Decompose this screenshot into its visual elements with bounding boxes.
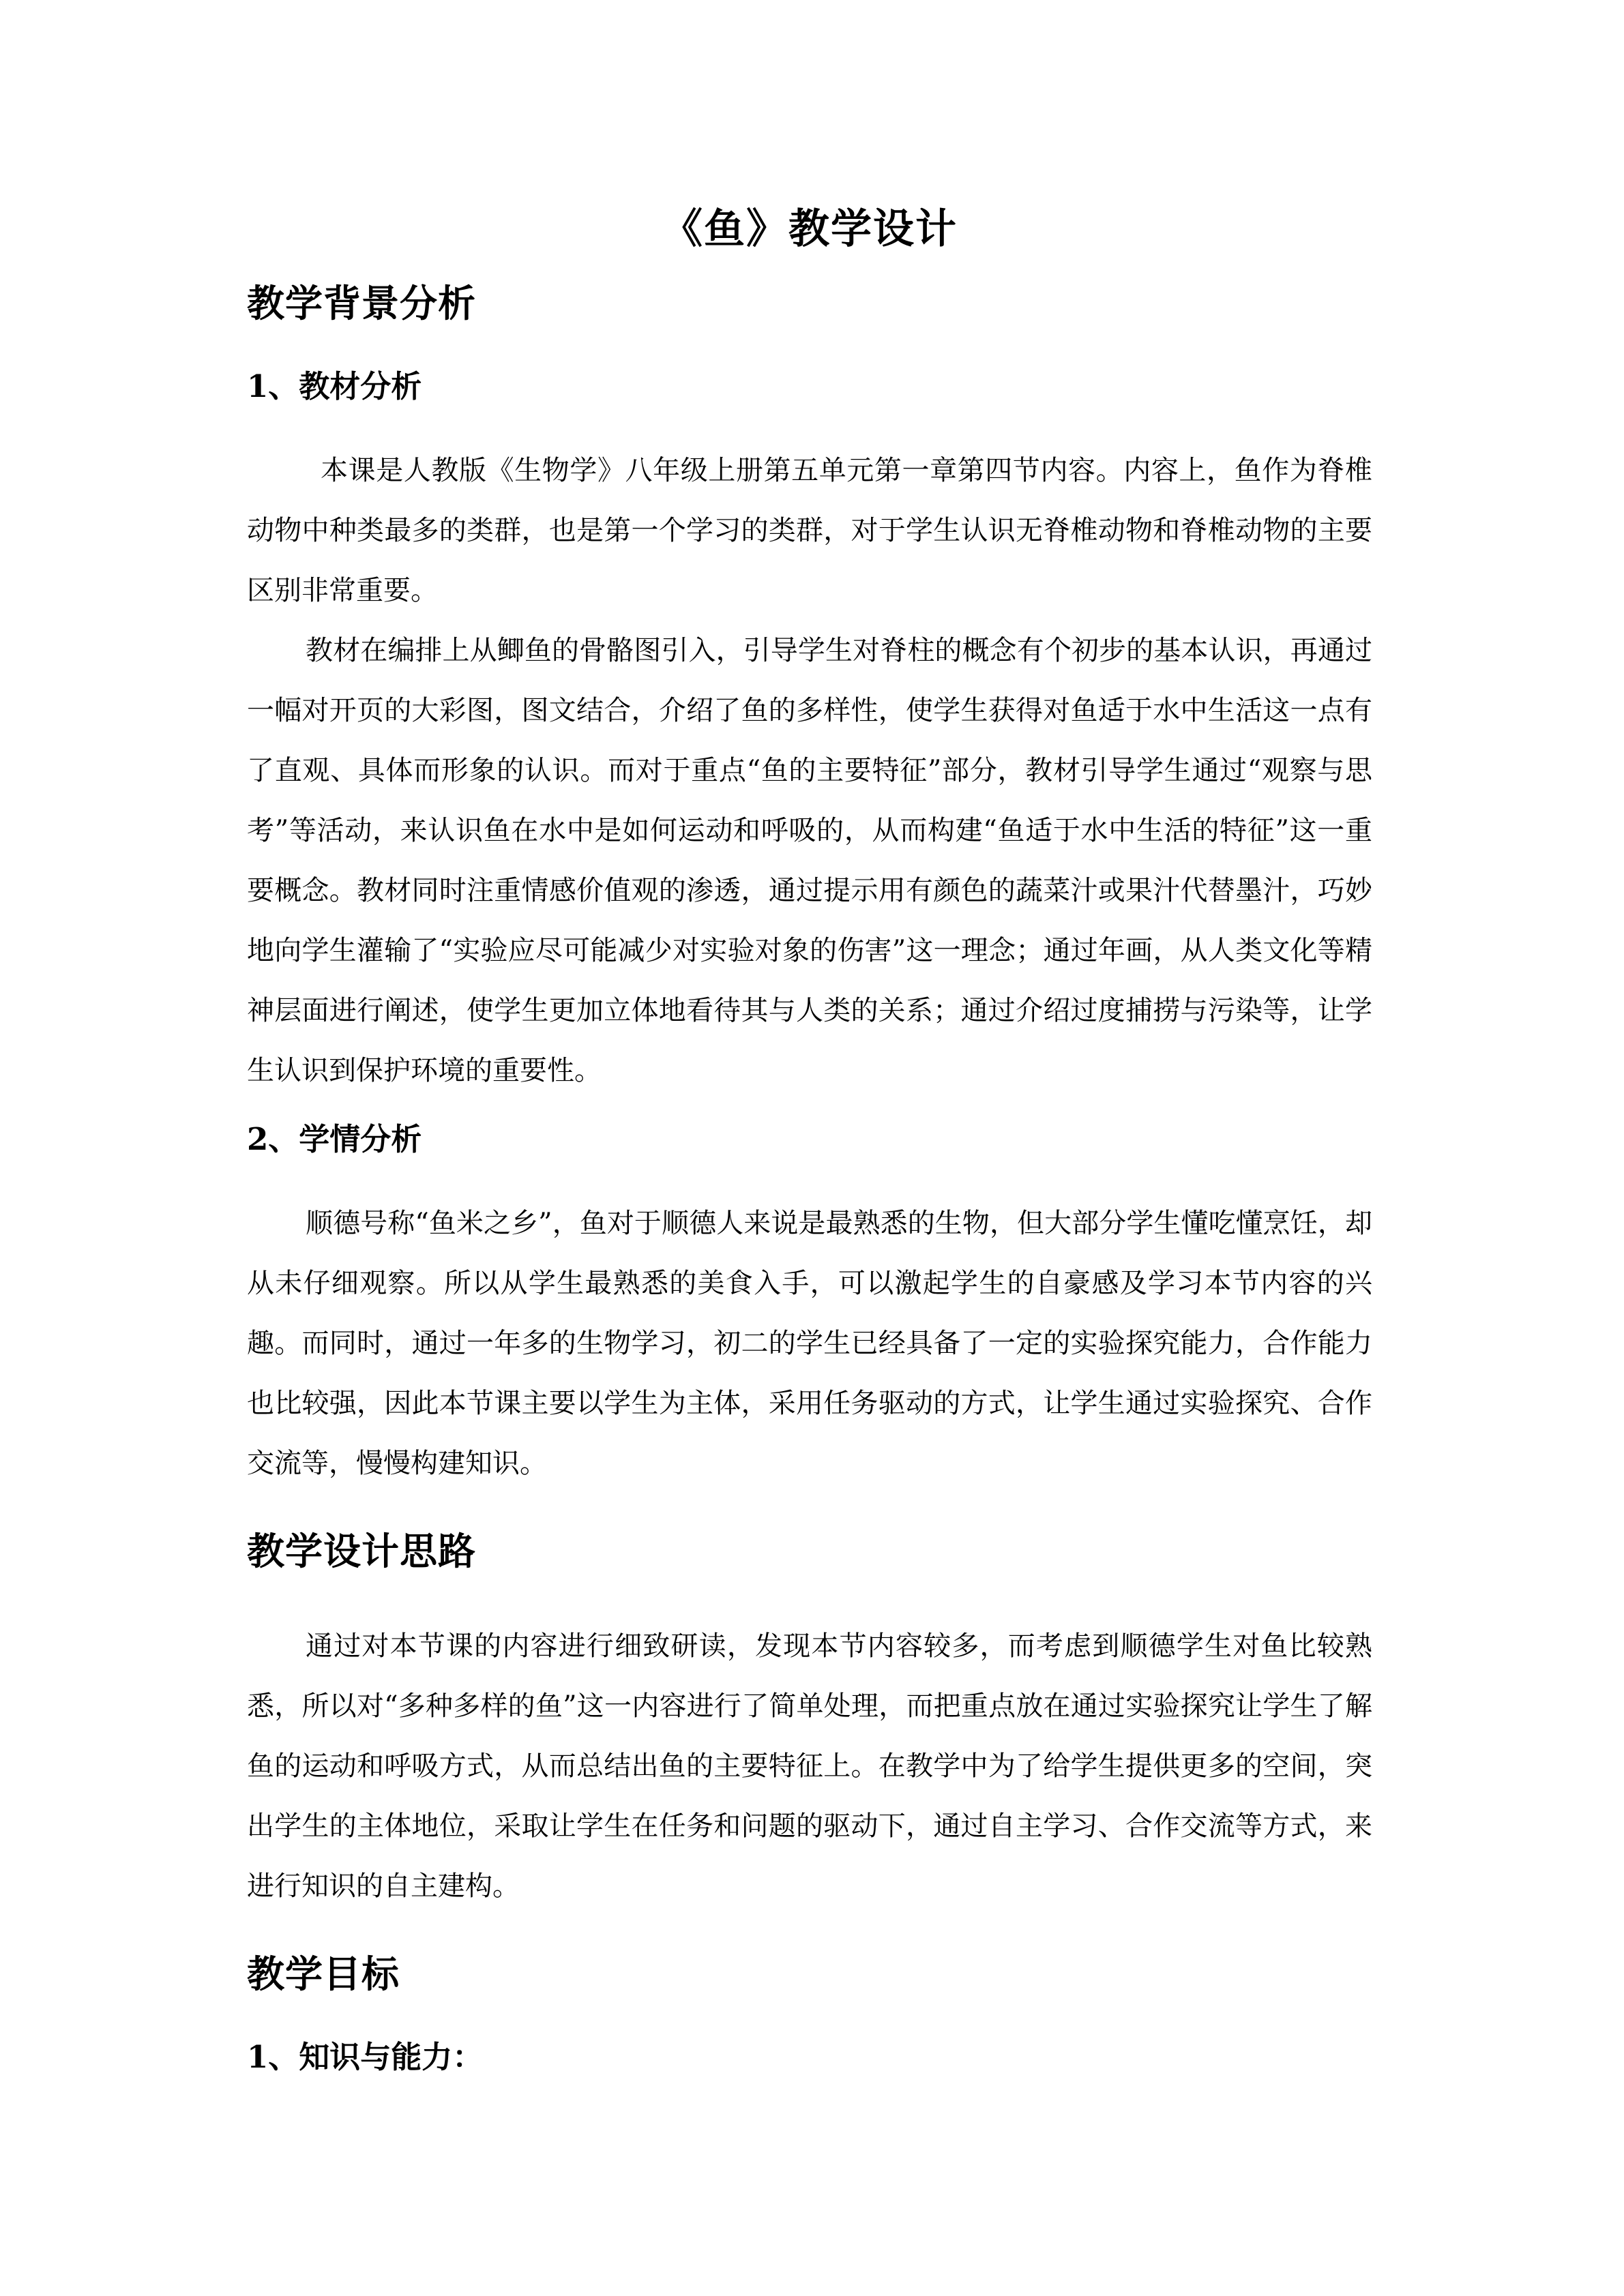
paragraph-textbook-arrangement: 教材在编排上从鲫鱼的骨骼图引入，引导学生对脊柱的概念有个初步的基本认识，再通过一幅对开页的大彩图，图文结合，介绍了鱼的多样性，使学生获得对鱼适于水中生活这一点有了直观、具体而形象的认识。而对于重点“鱼的主要特征”部分，教材引导学生通过“观察与思考”等活动，来认识鱼在水中是如何运动和呼吸的，从而构建“鱼适于水中生活的特征”这一重要概念。教材同时注重情感价值观的渗透，通过提示用有颜色的蔬菜汁或果汁代替墨汁，巧妙地向学生灌输了“实验应尽可能减少对实验对象的伤害”这一理念；通过年画，从人类文化等精神层面进行阐述，使学生更加立体地看待其与人类的关系；通过介绍过度捕捞与污染等，让学生认识到保护环境的重要性。 <box>247 635 1372 1086</box>
paragraph-textbook-intro: 本课是人教版《生物学》八年级上册第五单元第一章第四节内容。内容上，鱼作为脊椎动物中种类最多的类群，也是第一个学习的类群，对于学生认识无脊椎动物和脊椎动物的主要区别非常重要。 <box>247 455 1372 606</box>
subsection-heading-knowledge-ability: 1、知识与能力： <box>247 2039 484 2075</box>
paragraph-design-ideas: 通过对本节课的内容进行细致研读，发现本节内容较多，而考虑到顺德学生对鱼比较熟悉，所以对“多种多样的鱼”这一内容进行了简单处理，而把重点放在通过实验探究让学生了解鱼的运动和呼吸方式，从而总结出鱼的主要特征上。在教学中为了给学生提供更多的空间，突出学生的主体地位，采取让学生在任务和问题的驱动下，通过自主学习、合作交流等方式，来进行知识的自主建构。 <box>247 1630 1372 1902</box>
subsection-heading-student-analysis: 2、学情分析 <box>247 1121 422 1157</box>
document-body <box>247 205 1372 2076</box>
paragraph-student-analysis: 顺德号称“鱼米之乡”，鱼对于顺德人来说是最熟悉的生物，但大部分学生懂吃懂烹饪，却从未仔细观察。所以从学生最熟悉的美食入手，可以激起学生的自豪感及学习本节内容的兴趣。而同时，通过一年多的生物学习，初二的学生已经具备了一定的实验探究能力，合作能力也比较强，因此本节课主要以学生为主体，采用任务驱动的方式，让学生通过实验探究、合作交流等，慢慢构建知识。 <box>247 1208 1372 1479</box>
section-heading-teaching-objectives: 教学目标 <box>247 1952 400 1996</box>
section-heading-background: 教学背景分析 <box>247 281 477 325</box>
section-heading-design-ideas: 教学设计思路 <box>247 1529 477 1573</box>
document-title: 《鱼》教学设计 <box>662 205 958 253</box>
subsection-heading-textbook-analysis: 1、教材分析 <box>247 368 422 404</box>
